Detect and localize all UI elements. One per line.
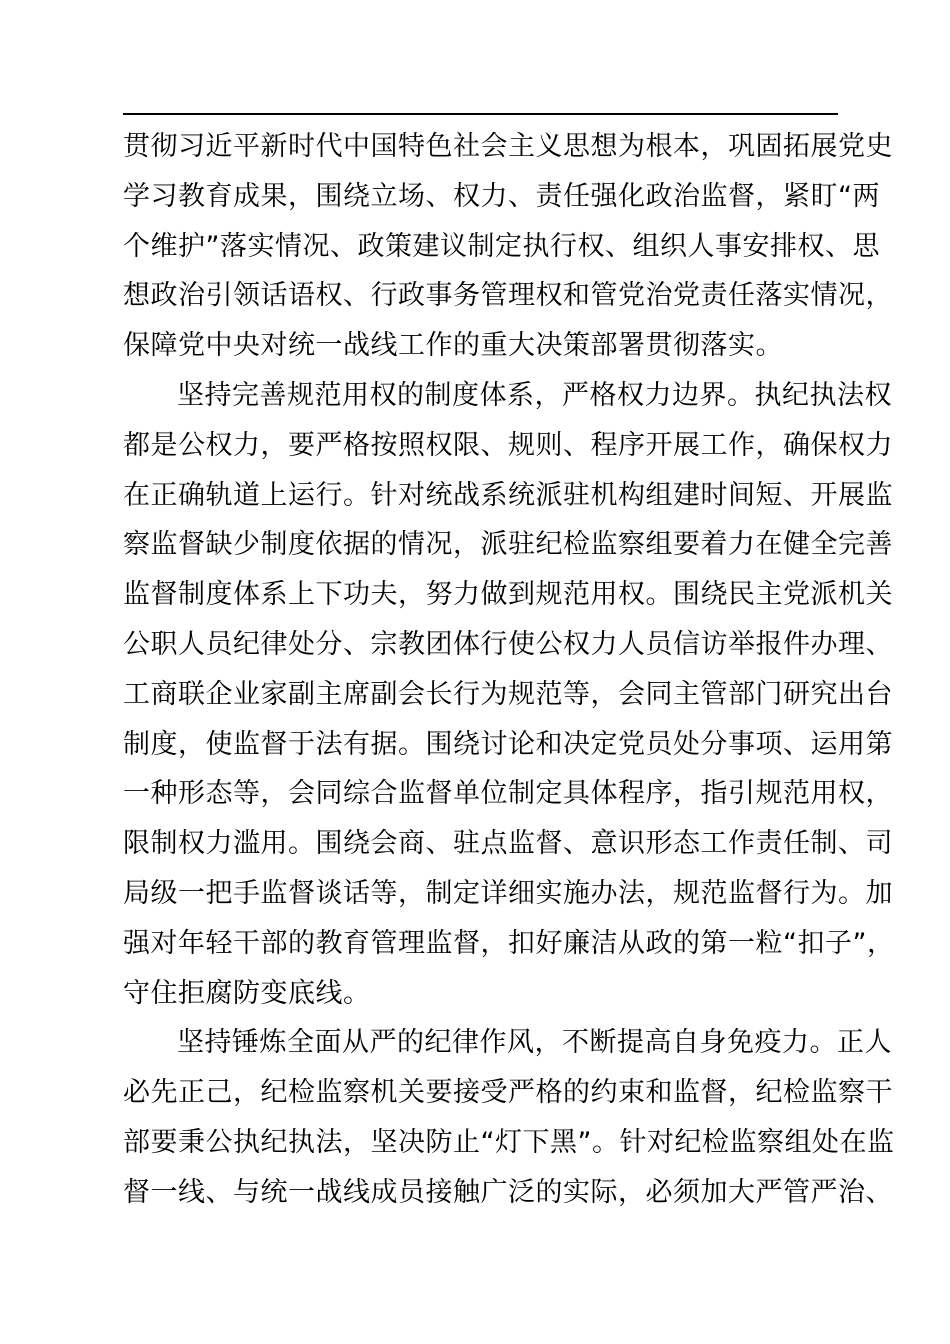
text-line: 公职人员纪律处分、宗教团体行使公权力人员信访举报件办理、 bbox=[123, 628, 893, 660]
text-line: 贯彻习近平新时代中国特色社会主义思想为根本，巩固拓展党史 bbox=[123, 131, 893, 162]
text-line: 坚持完善规范用权的制度体系，严格权力边界。执纪执法权 bbox=[177, 379, 892, 411]
text-line: 守住拒腐防变底线。 bbox=[123, 977, 371, 1009]
text-line: 监督制度体系上下功夫，努力做到规范用权。围绕民主党派机关 bbox=[123, 579, 893, 611]
text-line: 察监督缺少制度依据的情况，派驻纪检监察组要着力在健全完善 bbox=[123, 529, 893, 561]
paragraph-3 bbox=[123, 1018, 895, 1217]
text-line: 限制权力滥用。围绕会商、驻点监督、意识形态工作责任制、司 bbox=[123, 828, 893, 860]
text-line: 强对年轻干部的教育管理监督，扣好廉洁从政的第一粒“扣子”， bbox=[123, 927, 895, 959]
text-line: 制度，使监督于法有据。围绕讨论和决定党员处分事项、运用第 bbox=[123, 728, 893, 760]
body-text bbox=[123, 122, 895, 1218]
paragraph-2 bbox=[123, 371, 895, 1018]
text-line: 一种形态等，会同综合监督单位制定具体程序，指引规范用权， bbox=[123, 778, 893, 810]
text-line: 在正确轨道上运行。针对统战系统派驻机构组建时间短、开展监 bbox=[123, 479, 893, 511]
text-line: 局级一把手监督谈话等，制定详细实施办法，规范监督行为。加 bbox=[123, 877, 893, 909]
text-line: 必先正己，纪检监察机关要接受严格的约束和监督，纪检监察干 bbox=[123, 1077, 893, 1109]
text-line: 学习教育成果，围绕立场、权力、责任强化政治监督，紧盯“两 bbox=[123, 180, 880, 212]
text-line: 工商联企业家副主席副会长行为规范等，会同主管部门研究出台 bbox=[123, 678, 893, 710]
header-rule bbox=[123, 113, 838, 115]
text-line: 坚持锤炼全面从严的纪律作风，不断提高自身免疫力。正人 bbox=[177, 1027, 892, 1059]
text-line: 部要秉公执纪执法，坚决防止“灯下黑”。针对纪检监察组处在监 bbox=[123, 1126, 895, 1158]
paragraph-1 bbox=[123, 122, 893, 371]
text-line: 都是公权力，要严格按照权限、规则、程序开展工作，确保权力 bbox=[123, 429, 893, 461]
text-line: 督一线、与统一战线成员接触广泛的实际，必须加大严管严治、 bbox=[123, 1176, 893, 1208]
text-line: 个维护”落实情况、政策建议制定执行权、组织人事安排权、思 bbox=[123, 230, 880, 262]
text-line: 保障党中央对统一战线工作的重大决策部署贯彻落实。 bbox=[123, 330, 783, 362]
text-line: 想政治引领话语权、行政事务管理权和管党治党责任落实情况， bbox=[123, 280, 893, 312]
